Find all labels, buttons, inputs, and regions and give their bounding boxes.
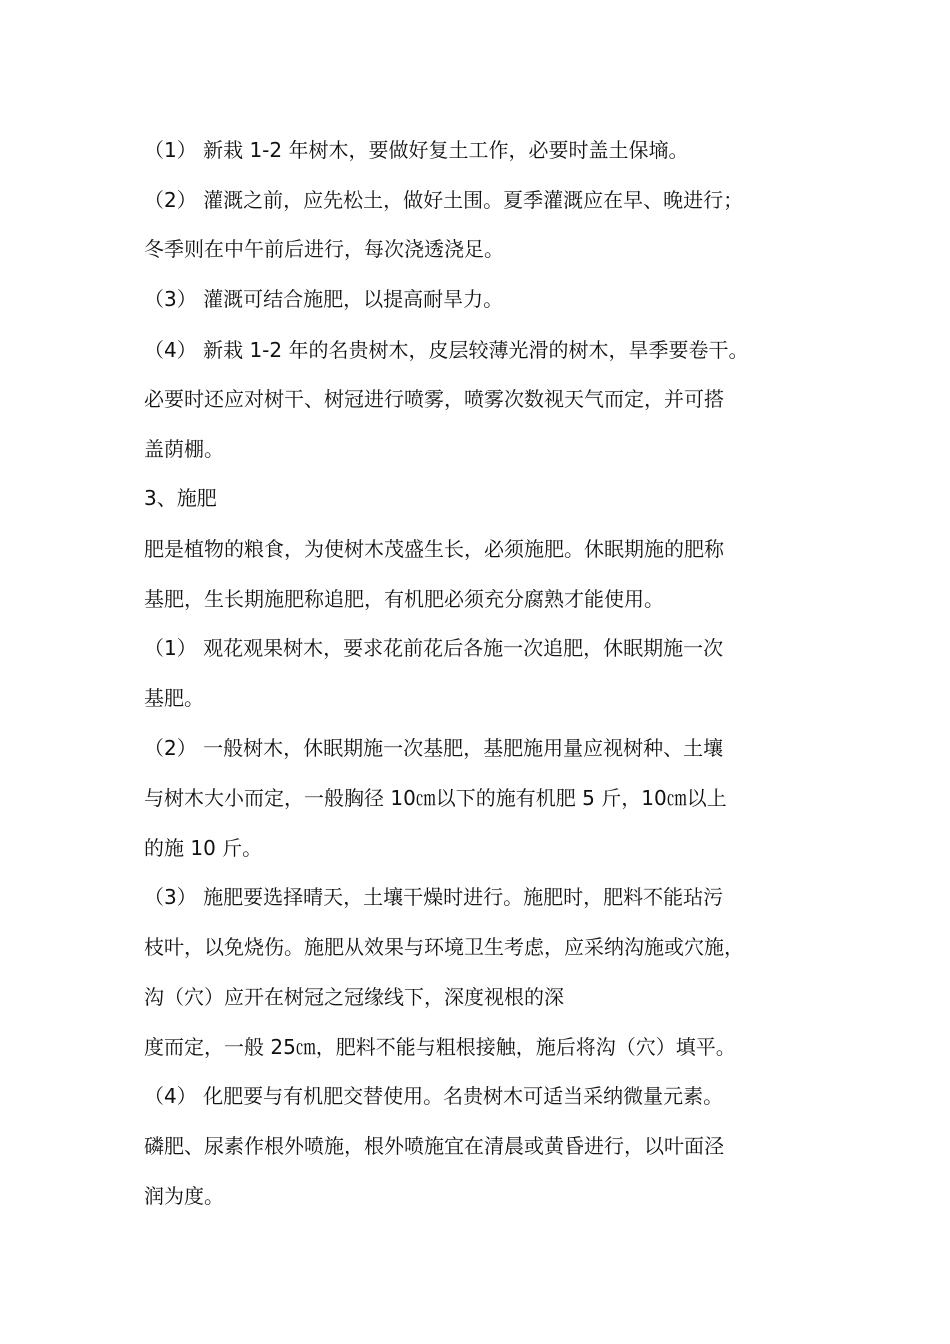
text-line: 基肥，生长期施肥称追肥，有机肥必须充分腐熟才能使用。 (144, 587, 664, 611)
text-line: 的施 10 斤。 (144, 836, 263, 860)
section-heading: 3、施肥 (144, 486, 217, 510)
text-line: （3） 灌溉可结合施肥，以提高耐旱力。 (144, 287, 504, 311)
text-line: 润为度。 (144, 1184, 224, 1208)
text-line: 沟（穴）应开在树冠之冠缘线下，深度视根的深 (144, 985, 564, 1009)
text-line: 肥是植物的粮食，为使树木茂盛生长，必须施肥。休眠期施的肥称 (144, 537, 724, 561)
text-line: 必要时还应对树干、树冠进行喷雾，喷雾次数视天气而定，并可搭 (144, 387, 724, 411)
text-line: 盖荫棚。 (144, 437, 224, 461)
text-line: （4） 化肥要与有机肥交替使用。名贵树木可适当采纳微量元素。 (144, 1084, 724, 1108)
text-line: 枝叶，以免烧伤。施肥从效果与环境卫生考虑，应采纳沟施或穴施， (144, 935, 744, 959)
text-line: 冬季则在中午前后进行，每次浇透浇足。 (144, 237, 504, 261)
text-line: （4） 新栽 1-2 年的名贵树木，皮层较薄光滑的树木，旱季要卷干。 (144, 338, 749, 362)
text-line: （3） 施肥要选择晴天，土壤干燥时进行。施肥时，肥料不能玷污 (144, 885, 724, 909)
text-line: （2） 一般树木，休眠期施一次基肥，基肥施用量应视树种、土壤 (144, 736, 724, 760)
text-line: （1） 新栽 1-2 年树木，要做好复土工作，必要时盖土保墒。 (144, 138, 689, 162)
text-line: （1） 观花观果树木，要求花前花后各施一次追肥，休眠期施一次 (144, 636, 724, 660)
text-line: 基肥。 (144, 686, 204, 710)
text-line: 与树木大小而定，一般胸径 10㎝以下的施有机肥 5 斤，10㎝以上 (144, 786, 727, 810)
text-line: 度而定，一般 25㎝，肥料不能与粗根接触，施后将沟（穴）填平。 (144, 1035, 736, 1059)
text-line: 磷肥、尿素作根外喷施，根外喷施宜在清晨或黄昏进行，以叶面泾 (144, 1134, 724, 1158)
text-line: （2） 灌溉之前，应先松土，做好土围。夏季灌溉应在早、晚进行； (144, 188, 744, 212)
